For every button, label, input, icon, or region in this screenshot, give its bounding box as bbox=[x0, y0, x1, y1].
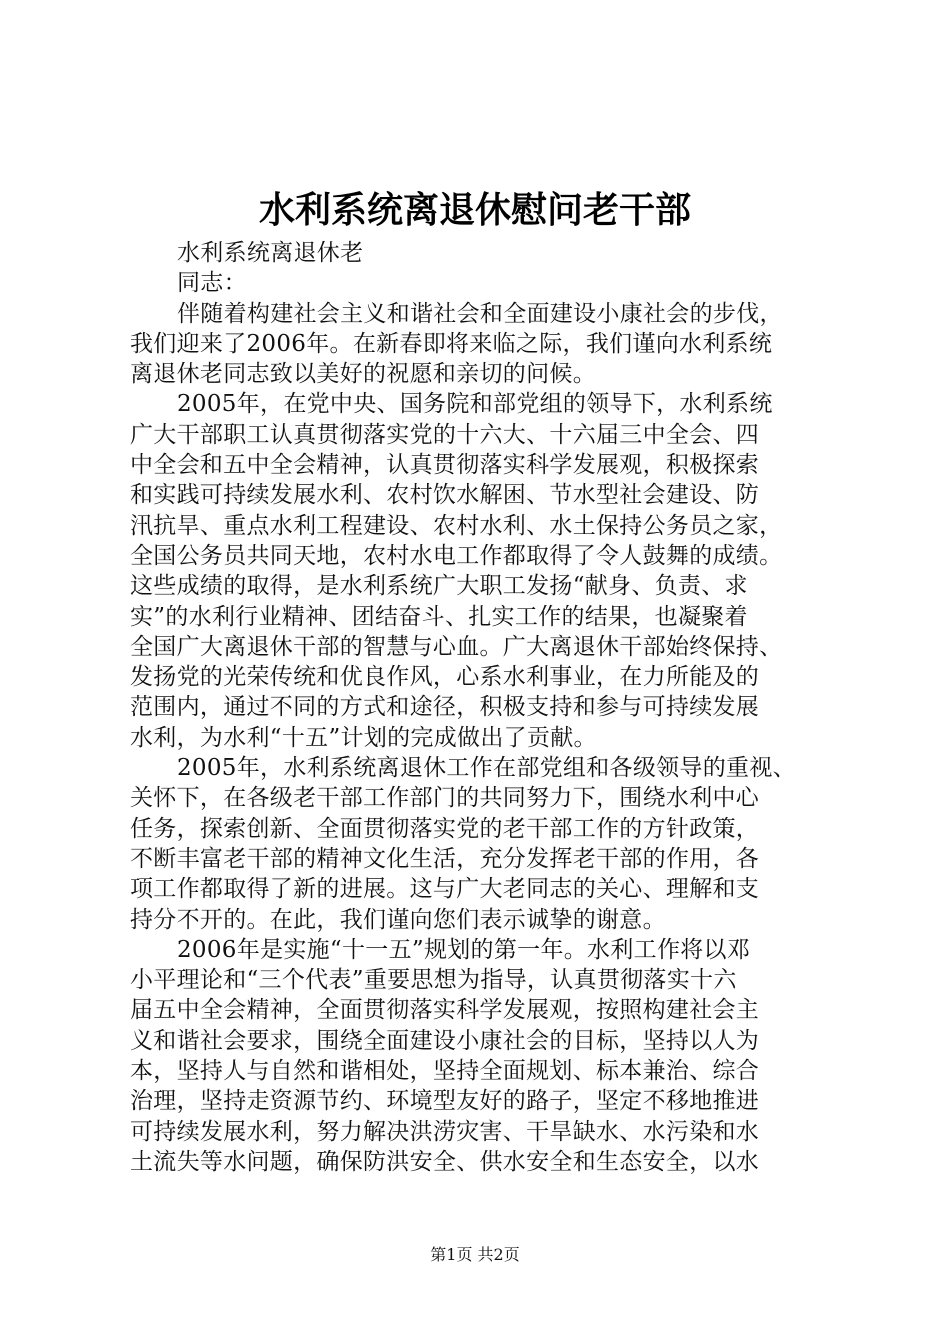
text-line: 我们迎来了2006年。在新春即将来临之际，我们谨向水利系统 bbox=[130, 330, 773, 357]
text-line: 水利，为水利“十五”计划的完成做出了贡献。 bbox=[130, 724, 597, 751]
text-line: 2005年，在党中央、国务院和部党组的领导下，水利系统 bbox=[177, 391, 773, 418]
text-line: 和实践可持续发展水利、农村饮水解困、节水型社会建设、防 bbox=[130, 482, 760, 509]
document-body bbox=[130, 238, 830, 1177]
document-title: 水利系统离退休慰问老干部 bbox=[258, 189, 691, 231]
text-line: 全国公务员共同天地，农村水电工作都取得了令人鼓舞的成绩。 bbox=[130, 542, 783, 569]
text-line: 持分不开的。在此，我们谨向您们表示诚挚的谢意。 bbox=[130, 906, 666, 933]
paragraph bbox=[130, 389, 830, 753]
text-line: 任务，探索创新、全面贯彻落实党的老干部工作的方针政策， bbox=[130, 815, 760, 842]
text-line: 关怀下，在各级老干部工作部门的共同努力下，围绕水利中心 bbox=[130, 785, 760, 812]
text-line: 汛抗旱、重点水利工程建设、农村水利、水土保持公务员之家， bbox=[130, 512, 783, 539]
paragraph bbox=[130, 299, 830, 390]
text-line: 2005年，水利系统离退休工作在部党组和各级领导的重视、 bbox=[177, 755, 796, 782]
text-line: 届五中全会精神，全面贯彻落实科学发展观，按照构建社会主 bbox=[130, 997, 760, 1024]
text-line: 土流失等水问题，确保防洪安全、供水安全和生态安全，以水 bbox=[130, 1148, 760, 1175]
paragraph bbox=[130, 753, 830, 935]
text-line: 不断丰富老干部的精神文化生活，充分发挥老干部的作用，各 bbox=[130, 845, 760, 872]
text-line: 广大干部职工认真贯彻落实党的十六大、十六届三中全会、四 bbox=[130, 421, 760, 448]
text-line: 2006年是实施“十一五”规划的第一年。水利工作将以邓 bbox=[177, 936, 751, 963]
text-line: 项工作都取得了新的进展。这与广大老同志的关心、理解和支 bbox=[130, 876, 760, 903]
page-indicator: 第1页 共2页 bbox=[430, 1245, 520, 1264]
text-line: 中全会和五中全会精神，认真贯彻落实科学发展观，积极探索 bbox=[130, 452, 760, 479]
text-line: 离退休老同志致以美好的祝愿和亲切的问候。 bbox=[130, 361, 596, 388]
text-line: 发扬党的光荣传统和优良作风，心系水利事业，在力所能及的 bbox=[130, 664, 760, 691]
paragraph bbox=[130, 935, 830, 1177]
text-line: 治理，坚持走资源节约、环境型友好的路子，坚定不移地推进 bbox=[130, 1088, 760, 1115]
text-line: 伴随着构建社会主义和谐社会和全面建设小康社会的步伐， bbox=[177, 300, 783, 327]
text-line: 实”的水利行业精神、团结奋斗、扎实工作的结果，也凝聚着 bbox=[130, 603, 748, 630]
text-line: 可持续发展水利，努力解决洪涝灾害、干旱缺水、水污染和水 bbox=[130, 1118, 760, 1145]
text-line: 范围内，通过不同的方式和途径，积极支持和参与可持续发展 bbox=[130, 694, 760, 721]
text-line: 义和谐社会要求，围绕全面建设小康社会的目标，坚持以人为 bbox=[130, 1027, 760, 1054]
text-line: 全国广大离退休干部的智慧与心血。广大离退休干部始终保持、 bbox=[130, 633, 783, 660]
text-line: 这些成绩的取得，是水利系统广大职工发扬“献身、负责、求 bbox=[130, 573, 748, 600]
salutation-line: 水利系统离退休老 bbox=[177, 240, 364, 266]
salutation-line: 同志： bbox=[177, 270, 247, 297]
text-line: 小平理论和“三个代表”重要思想为指导，认真贯彻落实十六 bbox=[130, 967, 737, 994]
text-line: 本，坚持人与自然和谐相处，坚持全面规划、标本兼治、综合 bbox=[130, 1058, 760, 1085]
